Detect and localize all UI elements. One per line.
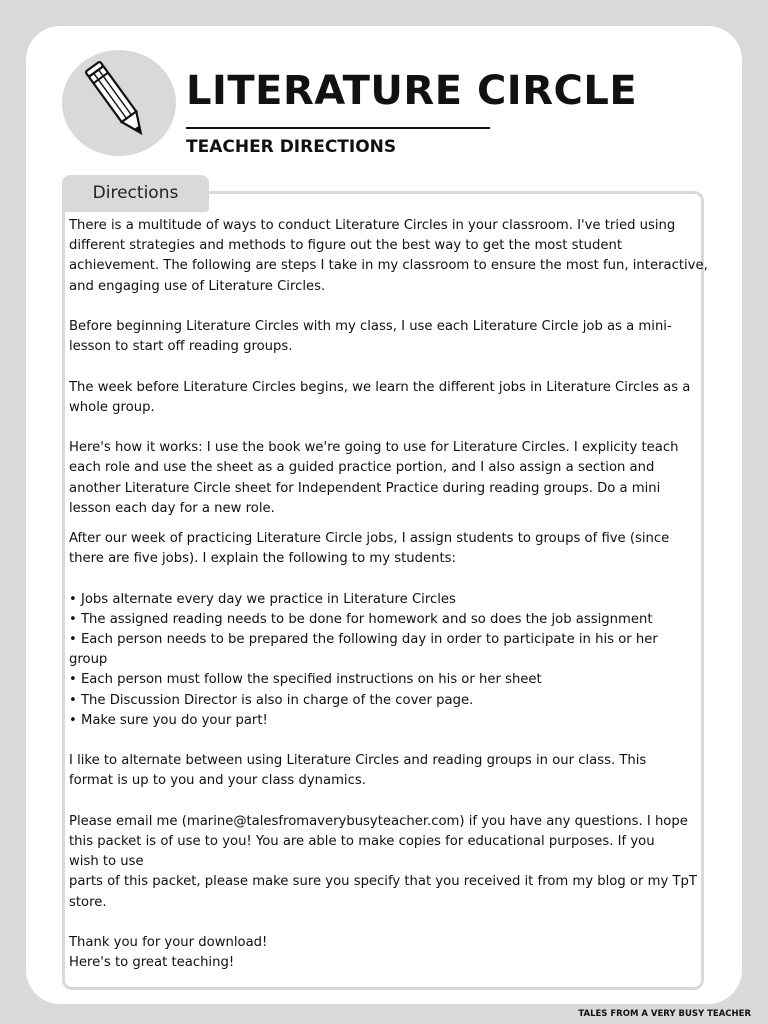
directions-tab: Directions: [62, 175, 209, 212]
title-divider: [186, 127, 490, 129]
list-item: • Make sure you do your part!: [69, 712, 268, 728]
list-item: • Each person needs to be prepared the following day in order to participate in his or her: [69, 632, 658, 647]
text-line: I like to alternate between using Literature Circles and reading groups in our class. This: [69, 753, 647, 769]
list-item: • The Discussion Director is also in charge of the cover page.: [69, 692, 474, 708]
text-line: Please email me (marine@talesfromaverybusyteacher.com) if you have any questions. I hope: [69, 813, 688, 829]
text-line: Thank you for your download!: [69, 935, 268, 950]
text-line: There is a multitude of ways to conduct Literature Circles in your classroom. I've tried using: [69, 218, 676, 233]
text-line: Here's to great teaching!: [69, 955, 235, 971]
text-line: store.: [69, 894, 107, 910]
list-item: • The assigned reading needs to be done for homework and so does the job assignment: [69, 611, 653, 627]
text-line: Before beginning Literature Circles with my class, I use each Literature Circle job as a mini-: [69, 319, 672, 334]
text-line: achievement. The following are steps I take in my classroom to ensure the most fun, interactive,: [69, 258, 708, 274]
text-line: and engaging use of Literature Circles.: [69, 278, 326, 294]
text-line: Here's how it works: I use the book we're going to use for Literature Circles. I explicity teach: [69, 440, 679, 456]
text-line: different strategies and methods to figure out the best way to get the most student: [69, 238, 623, 254]
text-line: there are five jobs). I explain the following to my students:: [69, 551, 456, 567]
logo-badge: [62, 50, 176, 156]
text-line: format is up to you and your class dynamics.: [69, 773, 366, 789]
text-line: this packet is of use to you! You are able to make copies for educational purposes. If you: [69, 834, 655, 849]
list-item: • Jobs alternate every day we practice in Literature Circles: [69, 591, 456, 607]
list-item: • Each person must follow the specified instructions on his or her sheet: [69, 672, 542, 688]
text-line: whole group.: [69, 399, 155, 415]
text-line: lesson each day for a new role.: [69, 500, 275, 516]
page-title: LITERATURE CIRCLE: [186, 68, 638, 114]
text-line: another Literature Circle sheet for Independent Practice during reading groups. Do a mini: [69, 480, 661, 496]
text-line: The week before Literature Circles begins, we learn the different jobs in Literature Circles as a: [69, 379, 691, 395]
list-item: group: [69, 652, 108, 668]
page-subtitle: TEACHER DIRECTIONS: [186, 137, 397, 157]
pencil-icon: [62, 50, 176, 156]
text-line: wish to use: [69, 854, 144, 870]
directions-text: [69, 216, 708, 973]
text-line: parts of this packet, please make sure you specify that you received it from my blog or my TpT: [69, 874, 697, 890]
text-line: each role and use the sheet as a guided practice portion, and I also assign a section and: [69, 460, 655, 476]
text-line: lesson to start off reading groups.: [69, 339, 293, 355]
text-line: After our week of practicing Literature Circle jobs, I assign students to groups of five (since: [69, 531, 670, 546]
footer-brand: TALES FROM A VERY BUSY TEACHER: [578, 1009, 751, 1019]
